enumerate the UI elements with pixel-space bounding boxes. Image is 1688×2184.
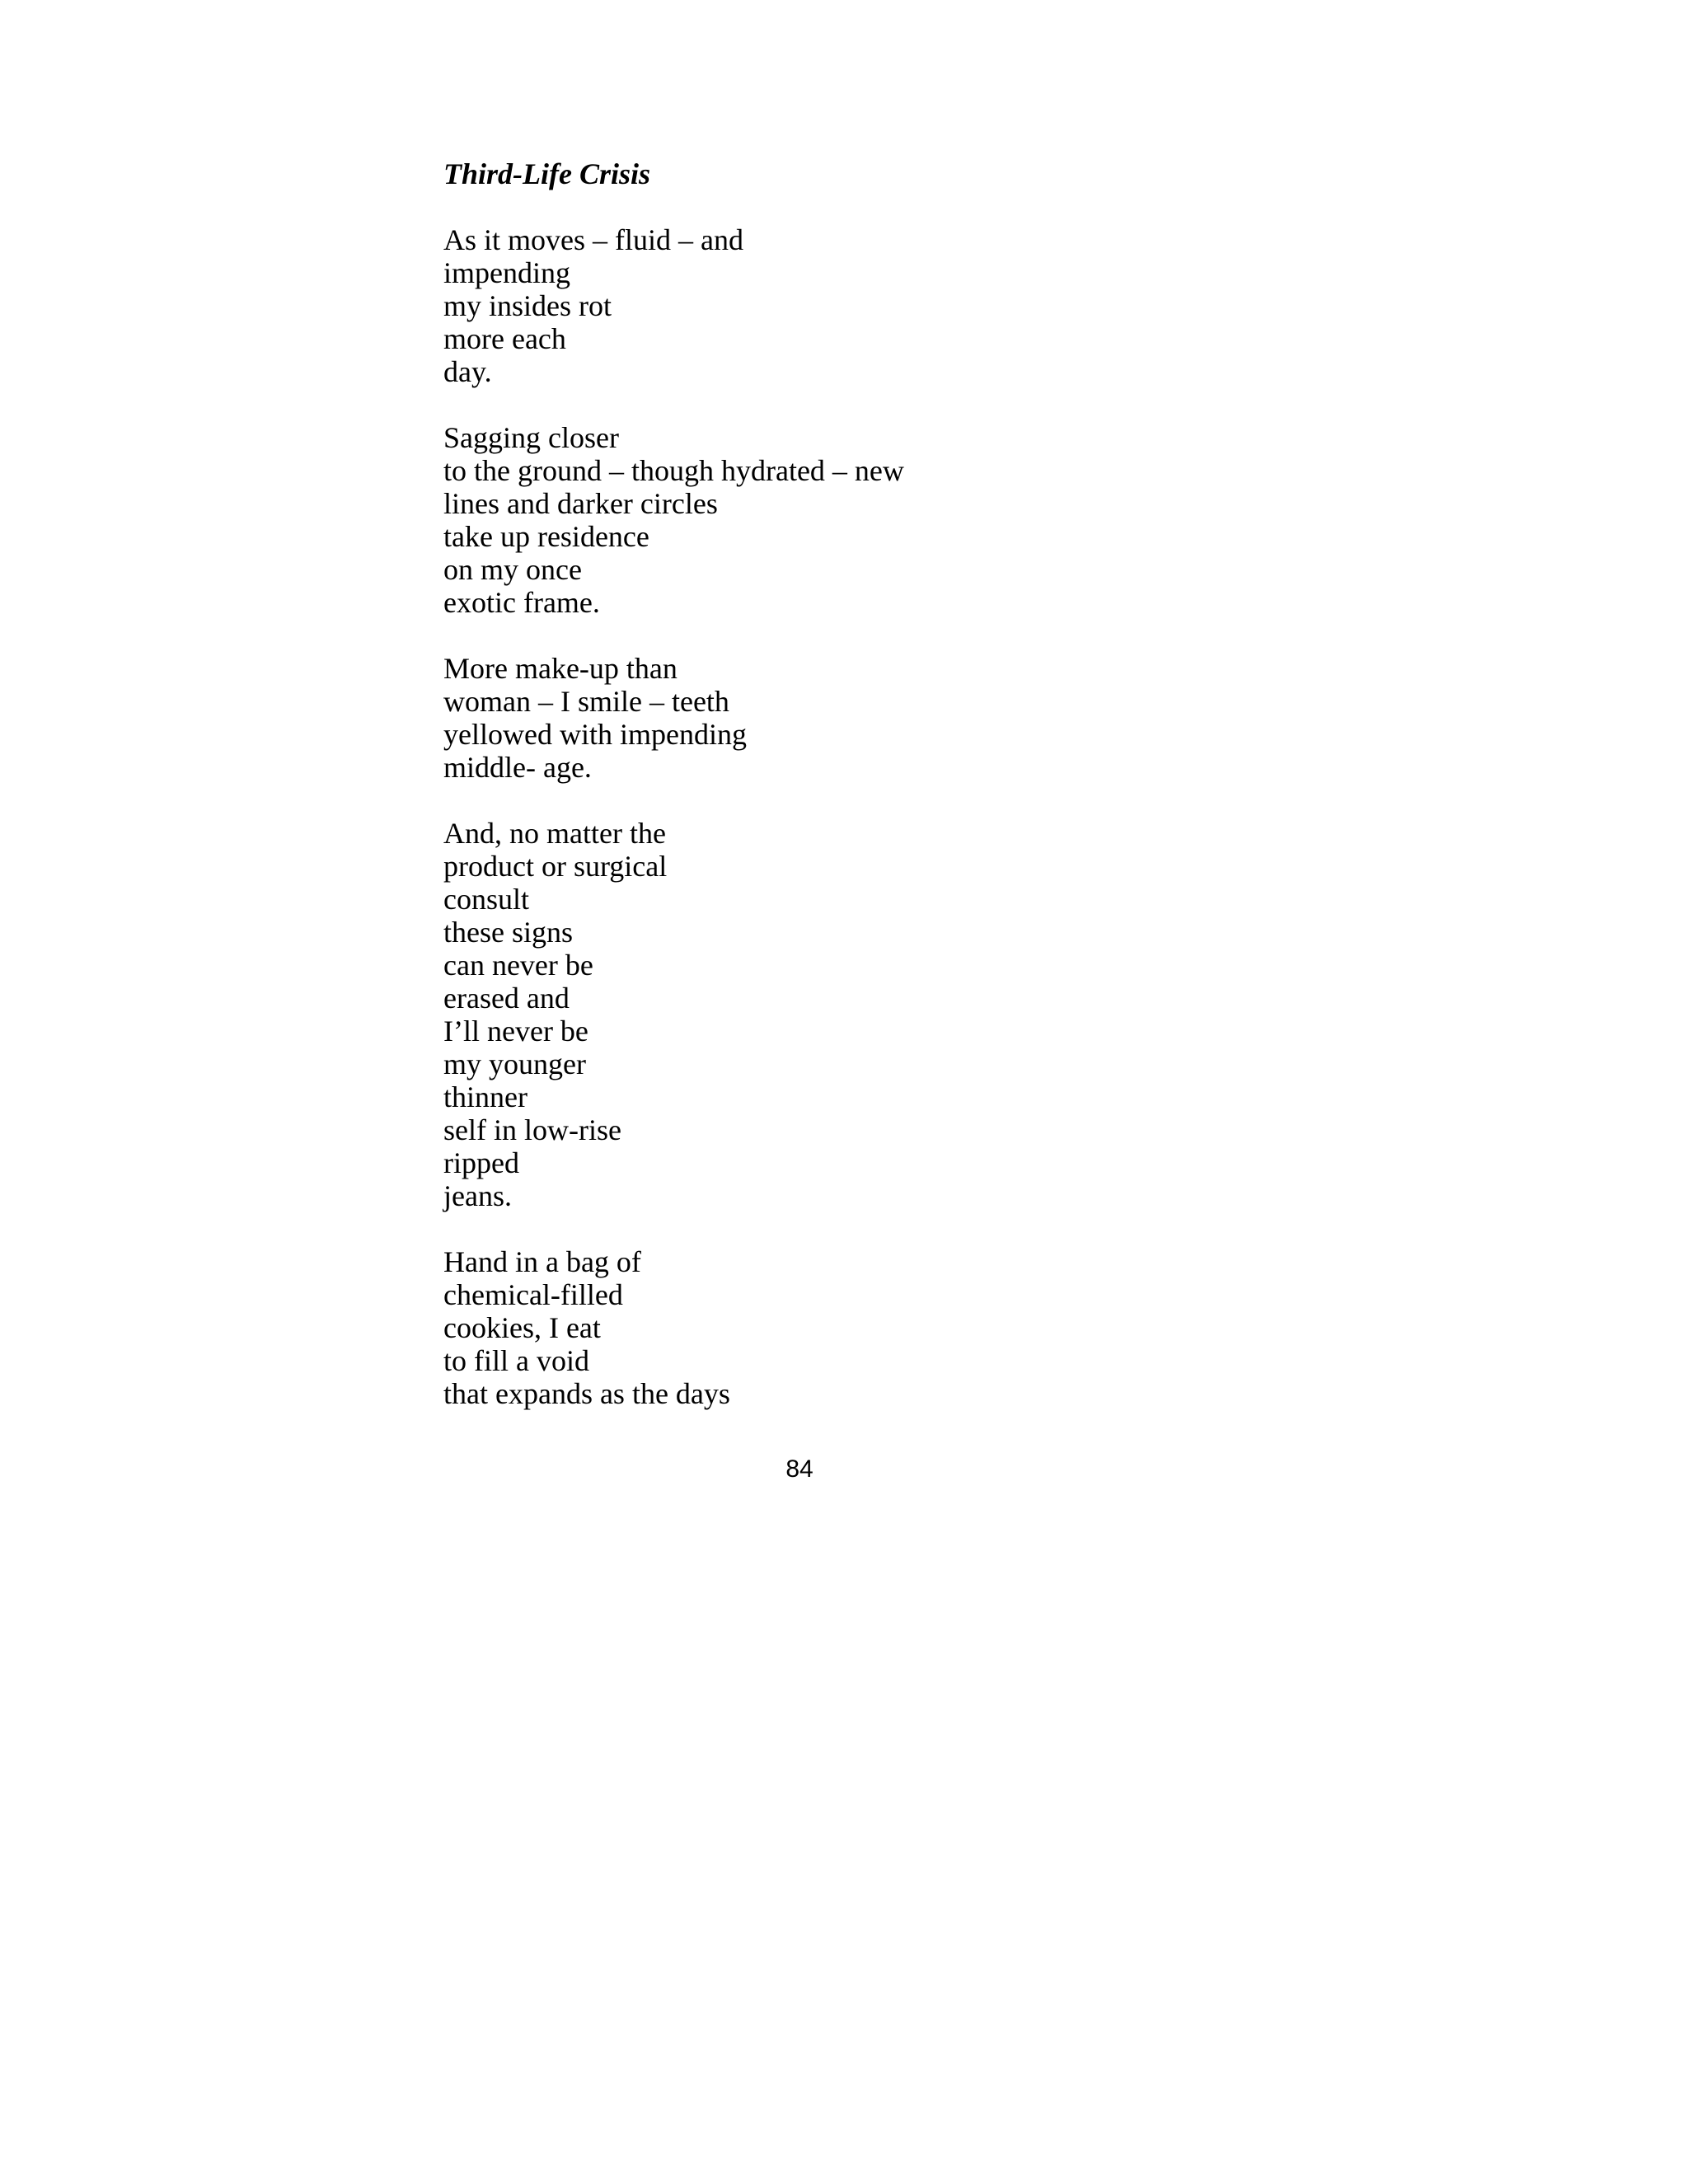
poem-line: thinner — [443, 1080, 528, 1113]
poem-line: my insides rot — [443, 289, 612, 322]
poem-line: on my once — [443, 553, 582, 586]
poem-line: yellowed with impending — [443, 718, 747, 751]
poem-line: chemical-filled — [443, 1278, 623, 1311]
poem-line: As it moves – fluid – and — [443, 223, 743, 256]
poem-line: self in low-rise — [443, 1113, 621, 1146]
poem-line: cookies, I eat — [443, 1311, 601, 1344]
poem-line: to fill a void — [443, 1344, 589, 1377]
poem-title: Third-Life Crisis — [443, 157, 651, 190]
poem-line: And, no matter the — [443, 817, 666, 850]
poem-line: these signs — [443, 916, 573, 949]
stanza-2 — [443, 421, 1350, 619]
page-number: 84 — [785, 1455, 814, 1483]
poem-line: my younger — [443, 1047, 586, 1080]
poem-line: impending — [443, 256, 570, 289]
poem-line: middle- age. — [443, 751, 592, 784]
poem-line: woman – I smile – teeth — [443, 685, 729, 718]
poem-line: I’ll never be — [443, 1015, 588, 1047]
poem-line: Sagging closer — [443, 421, 619, 454]
poem-line: More make-up than — [443, 652, 678, 685]
poem — [443, 157, 1350, 1443]
poem-line: day. — [443, 355, 492, 388]
poem-line: can never be — [443, 949, 593, 982]
poem-line: consult — [443, 883, 529, 916]
stanza-1 — [443, 223, 1350, 388]
poem-line: ripped — [443, 1146, 519, 1179]
stanza-3 — [443, 652, 1350, 784]
stanza-5 — [443, 1245, 1350, 1410]
poem-line: to the ground – though hydrated – new — [443, 454, 904, 487]
poem-line: jeans. — [443, 1179, 512, 1212]
poem-line: take up residence — [443, 520, 649, 553]
stanza-4 — [443, 817, 1350, 1212]
poem-line: product or surgical — [443, 850, 668, 883]
poem-line: Hand in a bag of — [443, 1245, 641, 1278]
poem-line: erased and — [443, 982, 570, 1015]
poem-line: that expands as the days — [443, 1377, 730, 1410]
poem-line: lines and darker circles — [443, 487, 718, 520]
poem-line: exotic frame. — [443, 586, 600, 619]
poem-line: more each — [443, 322, 566, 355]
